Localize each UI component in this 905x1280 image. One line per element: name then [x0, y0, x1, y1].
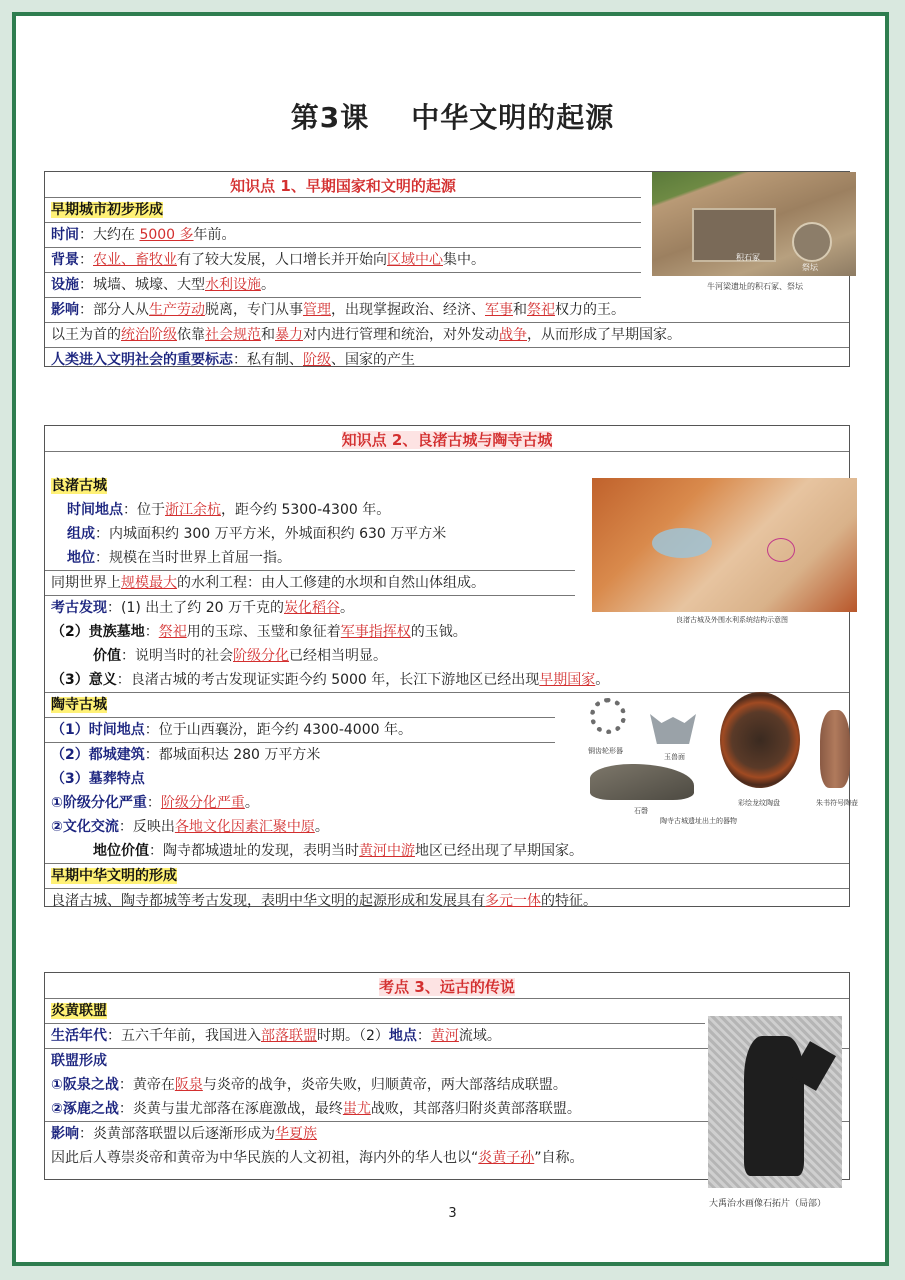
subheading-row: [45, 198, 641, 223]
key-term: 炭化稻谷: [284, 600, 340, 616]
mark-label: 人类进入文明社会的重要标志: [51, 352, 233, 368]
artifact-caption: 朱书符号陶壶: [816, 799, 858, 807]
text: 已经相当明显。: [289, 648, 387, 664]
key-term: 阶级分化: [233, 648, 289, 664]
key-term: 阶级: [303, 352, 331, 368]
key-term: 祭祀: [527, 302, 555, 318]
stone-chime-icon: [590, 764, 694, 800]
text: ：: [416, 1028, 431, 1044]
text: 用的玉琮、玉璧和象征着: [186, 624, 341, 640]
text: 流域。: [458, 1028, 501, 1044]
key-term: 阶级分化严重: [160, 795, 245, 811]
influence-row: [45, 298, 849, 323]
text: ，从而形成了早期国家。: [527, 327, 681, 343]
text: ：: [79, 252, 93, 268]
text: 因此后人尊崇炎帝和黄帝为中华民族的人文初祖，海内外的华人也以“: [51, 1150, 479, 1166]
map-caption: 良渚古城及外围水利系统结构示意图: [676, 616, 788, 624]
section-header: 知识点 1、早期国家和文明的起源: [45, 172, 641, 198]
artifact-caption: 石磬: [634, 807, 648, 815]
text: ：(1) 出土了约 20 万千克的: [107, 600, 284, 616]
time-label: 时间: [51, 227, 79, 243]
key-term: 各地文化因素汇聚中原: [174, 819, 315, 835]
state-row: [45, 323, 849, 348]
text: 的特征。: [541, 893, 597, 909]
key-term: 华夏族: [275, 1126, 317, 1142]
formation-label: 联盟形成: [51, 1053, 107, 1069]
era-label: 生活年代: [51, 1028, 107, 1044]
significance-label: （3）意义: [51, 672, 117, 688]
text: 的玉钺。: [410, 624, 467, 640]
text: ：: [146, 795, 161, 811]
significance-row: [45, 668, 849, 693]
key-term: 暴力: [275, 327, 303, 343]
artifact-caption: 铜齿轮形器: [588, 747, 623, 755]
liangzhu-heading-row: [45, 474, 575, 498]
text: ：位于山西襄汾，距今约 4300-4000 年。: [144, 722, 412, 738]
text: ：良渚古城的考古发现证实距今约 5000 年，长江下游地区已经出现: [116, 672, 540, 688]
time-row: [45, 223, 641, 248]
archaeology-row: [45, 596, 575, 620]
key-term: 水利设施: [205, 277, 261, 293]
background-row: [45, 248, 641, 273]
gear-artifact-icon: [590, 698, 626, 734]
text: 以王为首的: [51, 327, 121, 343]
key-term: 生产劳动: [149, 302, 205, 318]
text: ：位于: [123, 502, 165, 518]
banquan-label: ①阪泉之战: [51, 1077, 119, 1093]
liangzhu-heading: 良渚古城: [51, 478, 107, 494]
key-term: 5000 多: [139, 227, 194, 243]
facilities-row: [45, 273, 641, 298]
painted-plate-icon: [720, 692, 800, 788]
artifact-caption: 彩绘龙纹陶盘: [738, 799, 780, 807]
photo-caption: 牛河梁遗址的积石冢、祭坛: [707, 282, 803, 291]
text: 依靠: [177, 327, 205, 343]
taosi-value-row: [45, 839, 849, 864]
yanhuang-heading-row: [45, 999, 705, 1024]
zhuolu-label: ②涿鹿之战: [51, 1101, 119, 1117]
text: 集中。: [443, 252, 485, 268]
taosi-burial-label: （3）墓葬特点: [51, 771, 145, 787]
taosi-building-row: [45, 743, 555, 767]
key-term: 战争: [499, 327, 527, 343]
facilities-label: 设施: [51, 277, 79, 293]
status-label: 地位: [67, 550, 95, 566]
text: 对内进行管理和统治，对外发动: [303, 327, 499, 343]
taosi-artifacts: [584, 692, 856, 830]
text: 。: [595, 672, 610, 688]
text: 战败，其部落归附炎黄部落联盟。: [370, 1101, 581, 1117]
key-term: 阪泉: [174, 1077, 203, 1093]
text: ：部分人从: [79, 302, 149, 318]
key-term: 黄河中游: [359, 843, 415, 859]
early-civ-heading-row: [45, 864, 849, 889]
text: 。: [340, 600, 354, 616]
taosi-exchange-row: [45, 815, 555, 839]
archaeology-label: 考古发现: [51, 600, 107, 616]
key-term: 浙江余杭: [165, 502, 221, 518]
section-header-text: 知识点 2、良渚古城与陶寺古城: [341, 431, 553, 449]
key-term: 炎黄子孙: [478, 1150, 535, 1166]
page-title: [0, 96, 905, 136]
taosi-location-label: （1）时间地点: [51, 722, 145, 738]
location-label: 时间地点: [67, 502, 123, 518]
text: 的水利工程：由人工修建的水坝和自然山体组成。: [177, 575, 485, 591]
key-term: 农业、畜牧业: [93, 252, 177, 268]
excavation-photo: [652, 172, 856, 276]
taosi-burial-row: [45, 767, 555, 791]
tomb-label: （2）贵族墓地: [51, 624, 145, 640]
yanhuang-heading: 炎黄联盟: [51, 1003, 107, 1019]
location-row: [45, 498, 575, 522]
section-header: [45, 426, 849, 452]
text: ：大约在: [79, 227, 140, 243]
yu-rubbing-image: [708, 1016, 842, 1188]
key-term: 区域中心: [387, 252, 443, 268]
place-label: 地点: [388, 1028, 417, 1044]
text: ”自称。: [534, 1150, 584, 1166]
value-label: 价值: [93, 648, 121, 664]
key-term: 早期国家: [539, 672, 596, 688]
artifact-caption: 玉兽面: [664, 753, 685, 761]
rubbing-caption: 大禹治水画像石拓片（局部）: [709, 1199, 827, 1209]
mark-row: [45, 348, 849, 372]
lesson-number: 第3课: [290, 101, 370, 134]
key-term: 管理: [303, 302, 331, 318]
composition-row: [45, 522, 575, 546]
text: ：炎黄部落联盟以后逐渐形成为: [79, 1126, 275, 1142]
liangzhu-map: [592, 478, 857, 612]
key-term: 社会规范: [205, 327, 261, 343]
text: 地区已经出现了早期国家。: [415, 843, 583, 859]
text: 。: [314, 819, 329, 835]
influence-label: 影响: [51, 302, 79, 318]
key-term: 规模最大: [121, 575, 177, 591]
text: ：反映出: [118, 819, 175, 835]
jade-mask-icon: [650, 714, 696, 744]
photo-label: 积石冢: [736, 253, 760, 262]
text: ：说明当时的社会: [121, 648, 233, 664]
taosi-heading-row: [45, 693, 555, 718]
artifacts-caption: 陶寺古城遗址出土的器物: [660, 817, 737, 825]
text: 。: [261, 277, 275, 293]
value-row: [45, 644, 849, 668]
page-number: 3: [448, 1206, 457, 1221]
text: 与炎帝的战争，炎帝失败，归顺黄帝，两大部落结成联盟。: [202, 1077, 567, 1093]
text: 和: [261, 327, 275, 343]
taosi-location-row: [45, 718, 555, 743]
text: ：内城面积约 300 万平方米，外城面积约 630 万平方米: [95, 526, 447, 542]
yh-influence-label: 影响: [51, 1126, 79, 1142]
taosi-heading: 陶寺古城: [51, 697, 107, 713]
text: ：都城面积达 280 万平方米: [144, 747, 321, 763]
lesson-name: 中华文明的起源: [411, 101, 615, 134]
key-term: 多元一体: [485, 893, 541, 909]
taosi-class-row: [45, 791, 555, 815]
background-label: 背景: [51, 252, 79, 268]
text: 、国家的产生: [331, 352, 415, 368]
text: ，距今约 5300-4300 年。: [221, 502, 391, 518]
text: 脱离，专门从事: [205, 302, 303, 318]
key-term: 部落联盟: [261, 1028, 317, 1044]
key-term: 军事指挥权: [340, 624, 411, 640]
text: 权力的王。: [555, 302, 625, 318]
early-civ-heading: 早期中华文明的形成: [51, 868, 177, 884]
text: ，出现掌握政治、经济、: [331, 302, 485, 318]
text: 和: [513, 302, 527, 318]
text: ：炎黄与蚩尤部落在涿鹿激战，最终: [118, 1101, 343, 1117]
taosi-building-label: （2）都城建筑: [51, 747, 145, 763]
text: ：五六千年前，我国进入: [107, 1028, 261, 1044]
water-row: [45, 570, 575, 596]
composition-label: 组成: [67, 526, 95, 542]
section-header: [45, 973, 849, 999]
text: ：规模在当时世界上首屈一指。: [95, 550, 291, 566]
text: 年前。: [193, 227, 236, 243]
early-civ-row: [45, 889, 849, 913]
section-header-text: 考点 3、远古的传说: [379, 978, 515, 996]
text: ：陶寺都城遗址的发现，表明当时: [149, 843, 359, 859]
key-term: 黄河: [430, 1028, 459, 1044]
text: 。: [244, 795, 259, 811]
pottery-jar-icon: [820, 710, 850, 788]
text: 时期。（2）: [317, 1028, 389, 1044]
key-term: 统治阶级: [121, 327, 177, 343]
text: 良渚古城、陶寺都城等考古发现，表明中华文明的起源形成和发展具有: [51, 893, 485, 909]
taosi-value-label: 地位价值: [93, 843, 149, 859]
key-term: 祭祀: [158, 624, 187, 640]
spacer: [45, 452, 849, 474]
text: ：城墙、城壕、大型: [79, 277, 205, 293]
text: 有了较大发展，人口增长并开始向: [177, 252, 387, 268]
text: ：黄帝在: [118, 1077, 175, 1093]
key-term: 军事: [485, 302, 513, 318]
taosi-exchange-label: ②文化交流: [51, 819, 119, 835]
text: ：私有制、: [233, 352, 303, 368]
photo-label: 祭坛: [802, 263, 818, 272]
text: ：: [144, 624, 159, 640]
subheading: 早期城市初步形成: [51, 202, 163, 218]
text: 同期世界上: [51, 575, 121, 591]
status-row: [45, 546, 575, 570]
key-term: 蚩尤: [342, 1101, 371, 1117]
taosi-class-label: ①阶级分化严重: [51, 795, 147, 811]
